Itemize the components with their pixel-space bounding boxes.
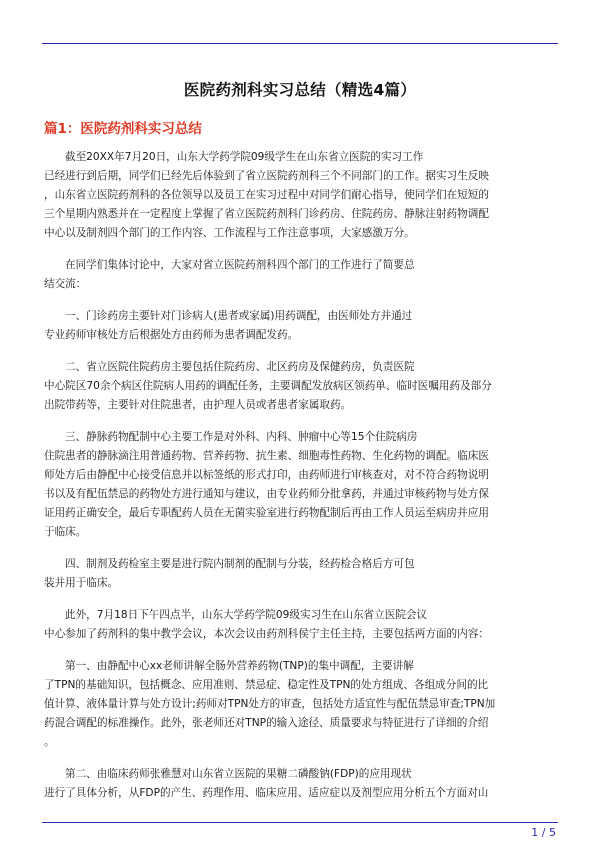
document-body	[44, 148, 558, 816]
text-line: 此外，7月18日下午四点半，山东大学药学院09级实习生在山东省立医院会议	[65, 609, 428, 621]
page-title: 医院药剂科实习总结（精选4篇）	[183, 81, 417, 99]
paragraph	[44, 307, 558, 345]
text-line: 中心以及制剂四个部门的工作内容、工作流程与工作注意事项，大家感激万分。	[44, 227, 415, 239]
text-line: 二、省立医院住院药房主要包括住院药房、北区药房及保健药房，负责医院	[65, 361, 415, 373]
paragraph	[44, 148, 558, 243]
paragraph	[44, 657, 558, 752]
text-line: 住院患者的静脉滴注用普通药物、营养药物、抗生素、细胞毒性药物、生化药物的调配。临床医	[44, 450, 489, 462]
text-line: 师处方后由静配中心接受信息并以标签纸的形式打印，由药师进行审核查对，对不符合药物说明	[44, 469, 489, 481]
text-line: 中心院区70余个病区住院病人用药的调配任务，主要调配发放病区领药单、临时医嘱用药及部分	[44, 380, 492, 392]
text-line: 。	[44, 736, 55, 748]
text-line: 三个星期内熟悉并在一定程度上掌握了省立医院药剂科门诊药房、住院药房、静脉注射药物调配	[44, 208, 489, 220]
text-line: 于临床。	[44, 526, 87, 538]
text-line: 第二、由临床药师张雅慧对山东省立医院的果糖二磷酸钠(FDP)的应用现状	[65, 768, 412, 780]
text-line: 中心参加了药剂科的集中教学会议，本次会议由药剂科侯宁主任主持，主要包括两方面的内容：	[44, 628, 489, 640]
section-heading: 篇1：医院药剂科实习总结	[44, 121, 202, 137]
paragraph	[44, 555, 558, 593]
paragraph	[44, 606, 558, 644]
page-number: 1 / 5	[531, 826, 556, 839]
text-line: 了TPN的基础知识，包括概念、应用准则、禁忌症、稳定性及TPN的处方组成、各组成分间的比	[44, 679, 489, 691]
text-line: 第一、由静配中心xx老师讲解全肠外营养药物(TNP)的集中调配，主要讲解	[65, 660, 414, 672]
paragraph	[44, 765, 558, 803]
text-line: 出院带药等，主要针对住院患者，由护理人员或者患者家属取药。	[44, 399, 352, 411]
text-line: 三、静脉药物配制中心主要工作是对外科、内科、肿瘤中心等15个住院病房	[65, 431, 418, 443]
text-line: ，山东省立医院药剂科的各位领导以及员工在实习过程中对同学们耐心指导，使同学们在短短的	[44, 189, 489, 201]
text-line: 在同学们集体讨论中，大家对省立医院药剂科四个部门的工作进行了简要总	[65, 259, 415, 271]
text-line: 书以及有配伍禁忌的药物处方进行通知与建议，由专业药师分批拿药，并通过审核药物与处方保	[44, 488, 489, 500]
text-line: 已经进行到后期，同学们已经先后体验到了省立医院药剂科三个不同部门的工作。据实习生反映	[44, 170, 489, 182]
text-line: 装并用于临床。	[44, 577, 119, 589]
paragraph	[44, 428, 558, 542]
text-line: 证用药正确安全，最后专职配药人员在无菌实验室进行药物配制后再由工作人员运至病房并应用	[44, 507, 489, 519]
paragraph	[44, 358, 558, 415]
footer-rule	[42, 822, 558, 823]
text-line: 值计算、液体量计算与处方设计;药师对TPN处方的审查，包括处方适宜性与配伍禁忌审查;TPN加	[44, 698, 496, 710]
text-line: 进行了具体分析，从FDP的产生、药理作用、临床应用、适应症以及剂型应用分析五个方面对山	[44, 787, 489, 799]
text-line: 一、门诊药房主要针对门诊病人(患者或家属)用药调配，由医师处方并通过	[65, 310, 413, 322]
text-line: 专业药师审核处方后根据处方由药师为患者调配发药。	[44, 329, 299, 341]
text-line: 结交流：	[44, 278, 87, 290]
text-line: 截至20XX年7月20日，山东大学药学院09级学生在山东省立医院的实习工作	[65, 151, 424, 163]
header-rule	[42, 43, 558, 44]
text-line: 药混合调配的标准操作。此外，张老师还对TNP的输入途径、质量要求与特征进行了详细的介绍	[44, 717, 489, 729]
paragraph	[44, 256, 558, 294]
text-line: 四、制剂及药检室主要是进行院内制剂的配制与分装，经药检合格后方可包	[65, 558, 415, 570]
